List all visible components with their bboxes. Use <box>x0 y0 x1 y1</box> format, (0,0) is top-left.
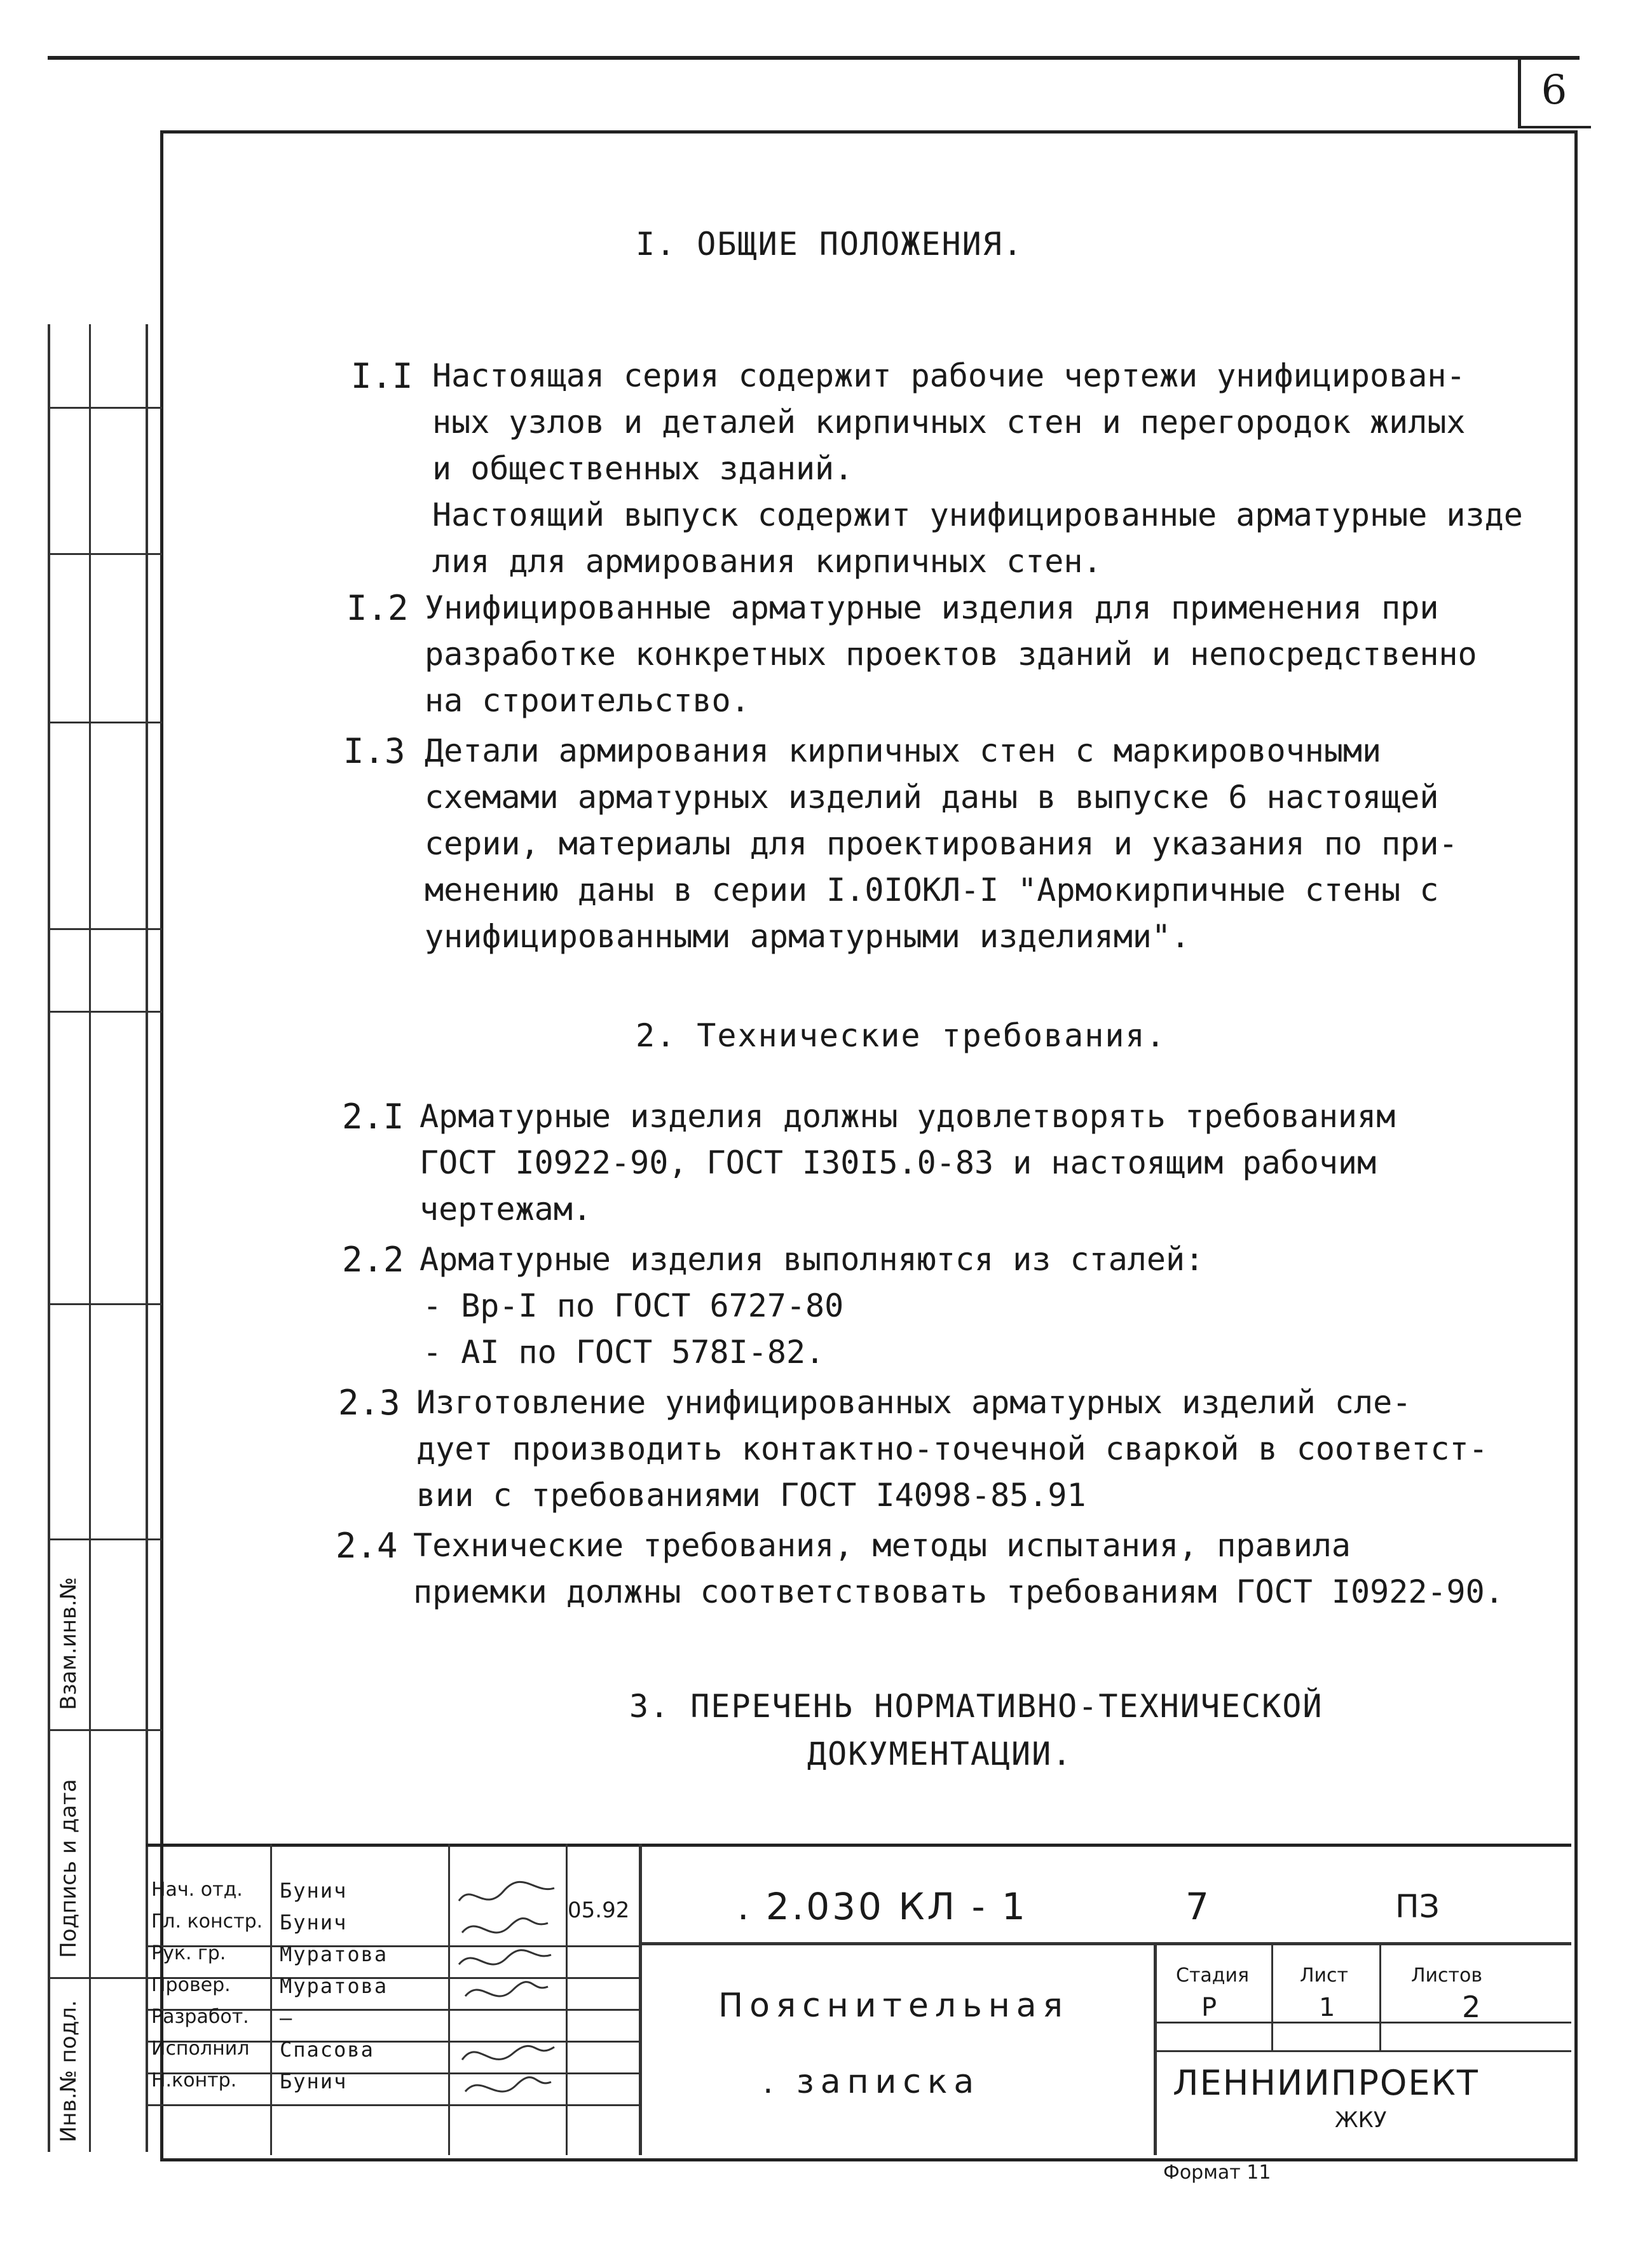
person-name: Муратова <box>280 1974 388 1998</box>
organization-name: ЛЕННИИПРОЕКТ <box>1173 2063 1479 2103</box>
role-label: Н.контр. <box>151 2069 237 2092</box>
format-label: Формат 11 <box>1163 2161 1271 2184</box>
clause-line: чертежам. <box>420 1191 592 1228</box>
clause-line: менению даны в серии I.0IOКЛ-I "Армокирпичные стены с <box>425 872 1439 908</box>
clause-line: - Вр-I по ГОСТ 6727-80 <box>423 1287 844 1324</box>
date-value: 05.92 <box>568 1898 630 1923</box>
sheet-value: 1 <box>1319 1993 1335 2022</box>
side-strip-rule <box>48 928 162 930</box>
title-block-divider <box>1379 1942 1381 2050</box>
role-label: Гл. констр. <box>151 1910 263 1933</box>
section-title-normative: 3. ПЕРЕЧЕНЬ НОРМАТИВНО-ТЕХНИЧЕСКОЙ <box>629 1688 1323 1725</box>
person-name: Бунич <box>280 1879 348 1903</box>
clause-number: 2.I <box>342 1097 404 1137</box>
clause-line: унифицированными арматурными изделиями". <box>425 918 1191 955</box>
person-name: Спасова <box>280 2037 374 2062</box>
person-name: — <box>280 2006 294 2030</box>
side-label-podpis: Подпись и дата <box>56 1779 81 1958</box>
title-block-divider <box>1271 1942 1273 2050</box>
clause-number: 2.4 <box>336 1526 398 1566</box>
clause-line: дует производить контактно-точечной сваркой в соответст- <box>416 1430 1488 1467</box>
side-strip-rule <box>48 553 162 555</box>
clause-line: на строительство. <box>425 682 750 719</box>
clause-text <box>425 585 1477 724</box>
clause-line: приемки должны соответствовать требованиям ГОСТ I0922-90. <box>413 1573 1504 1610</box>
title-block-row <box>146 2104 642 2106</box>
clause-line: серии, материалы для проектирования и указания по при- <box>425 825 1458 862</box>
title-block-roles <box>151 1879 263 2101</box>
document-name-line2: . записка <box>763 2063 981 2101</box>
document-name-line1: Пояснительная <box>718 1987 1069 2025</box>
clause-number: I.3 <box>343 731 406 771</box>
person-name: Бунич <box>280 2069 348 2093</box>
title-block-divider <box>639 1844 642 2155</box>
document-type: ПЗ <box>1395 1888 1440 1925</box>
title-block-divider <box>1154 1942 1157 2155</box>
sheet-number: 6 <box>1541 67 1567 114</box>
stage-value: Р <box>1201 1993 1217 2022</box>
clause-number: 2.3 <box>338 1383 400 1423</box>
side-strip-rule <box>48 407 162 409</box>
person-name: Муратова <box>280 1942 388 1966</box>
clause-line: Настоящая серия содержит рабочие чертежи унифицирован- <box>432 357 1466 394</box>
clause-line: разработке конкретных проектов зданий и непосредственно <box>425 636 1477 673</box>
clause-line: ГОСТ I0922-90, ГОСТ I30I5.0-83 и настоящим рабочим <box>420 1144 1377 1181</box>
clause-line: Арматурные изделия должны удовлетворять требованиям <box>420 1098 1396 1135</box>
clause-line: ных узлов и деталей кирпичных стен и перегородок жилых <box>432 404 1466 441</box>
side-strip-rule <box>48 1303 162 1305</box>
clause-line: Унифицированные арматурные изделия для применения при <box>425 589 1439 626</box>
clause-text <box>420 1093 1395 1233</box>
stage-label: Стадия <box>1176 1964 1250 1987</box>
side-strip-rule <box>48 1538 162 1540</box>
side-strip-rule <box>48 1977 162 1979</box>
top-border-line <box>48 56 1580 60</box>
clause-line: Арматурные изделия выполняются из сталей: <box>420 1241 1205 1278</box>
clause-line: схемами арматурных изделий даны в выпуске 6 настоящей <box>425 779 1439 816</box>
section-title-normative-line2: ДОКУМЕНТАЦИИ. <box>807 1736 1073 1772</box>
role-label: Нач. отд. <box>151 1879 243 1901</box>
side-label-inv: Инв.№ подл. <box>56 2000 81 2142</box>
clause-line: Настоящий выпуск содержит унифицированные арматурные изде <box>432 496 1523 533</box>
clause-number: I.2 <box>346 588 409 628</box>
clause-line: - АI по ГОСТ 578I-82. <box>423 1334 825 1371</box>
clause-number: I.I <box>351 356 413 396</box>
sheets-label: Листов <box>1411 1964 1483 1987</box>
clause-text <box>416 1380 1488 1519</box>
role-label: Провер. <box>151 1974 231 1996</box>
clause-number: 2.2 <box>342 1240 404 1280</box>
side-strip-rule <box>48 722 162 723</box>
side-strip-rule <box>48 1011 162 1013</box>
side-label-vzam: Взам.инв.№ <box>56 1577 81 1710</box>
title-block-names <box>280 1879 388 2101</box>
role-label: Разработ. <box>151 2006 249 2028</box>
role-label: Исполнил <box>151 2037 250 2060</box>
person-name: Бунич <box>280 1910 348 1935</box>
section-title-general: I. ОБЩИЕ ПОЛОЖЕНИЯ. <box>636 226 1023 263</box>
title-block-divider <box>566 1844 568 2155</box>
section-title-technical: 2. Технические требования. <box>636 1017 1166 1054</box>
side-strip-rule <box>48 1729 162 1731</box>
role-label: Рук. гр. <box>151 1942 226 1964</box>
clause-text <box>425 728 1458 960</box>
clause-line: вии с требованиями ГОСТ I4098-85.91 <box>416 1477 1086 1514</box>
organization-sub: ЖКУ <box>1335 2107 1387 2133</box>
clause-text <box>432 353 1523 585</box>
clause-line: Технические требования, методы испытания, правила <box>413 1527 1351 1564</box>
clause-text <box>420 1236 1204 1376</box>
clause-line: лия для армирования кирпичных стен. <box>432 543 1102 580</box>
clause-text <box>413 1523 1504 1615</box>
clause-line: Изготовление унифицированных арматурных изделий сле- <box>416 1384 1412 1421</box>
clause-line: и общественных зданий. <box>432 450 854 487</box>
sheet-label: Лист <box>1300 1964 1349 1987</box>
title-block-divider <box>448 1844 450 2155</box>
document-code: . 2.030 КЛ - 1 <box>737 1885 1028 1928</box>
document-issue: 7 <box>1185 1885 1209 1928</box>
signatures-graphic <box>453 1875 561 2130</box>
clause-line: Детали армирования кирпичных стен с маркировочными <box>425 732 1382 769</box>
title-block-row <box>1154 2050 1571 2052</box>
sheets-value: 2 <box>1462 1990 1481 2024</box>
title-block-row <box>639 1942 1571 1945</box>
side-strip-divider <box>89 324 91 2152</box>
title-block-divider <box>270 1844 272 2155</box>
